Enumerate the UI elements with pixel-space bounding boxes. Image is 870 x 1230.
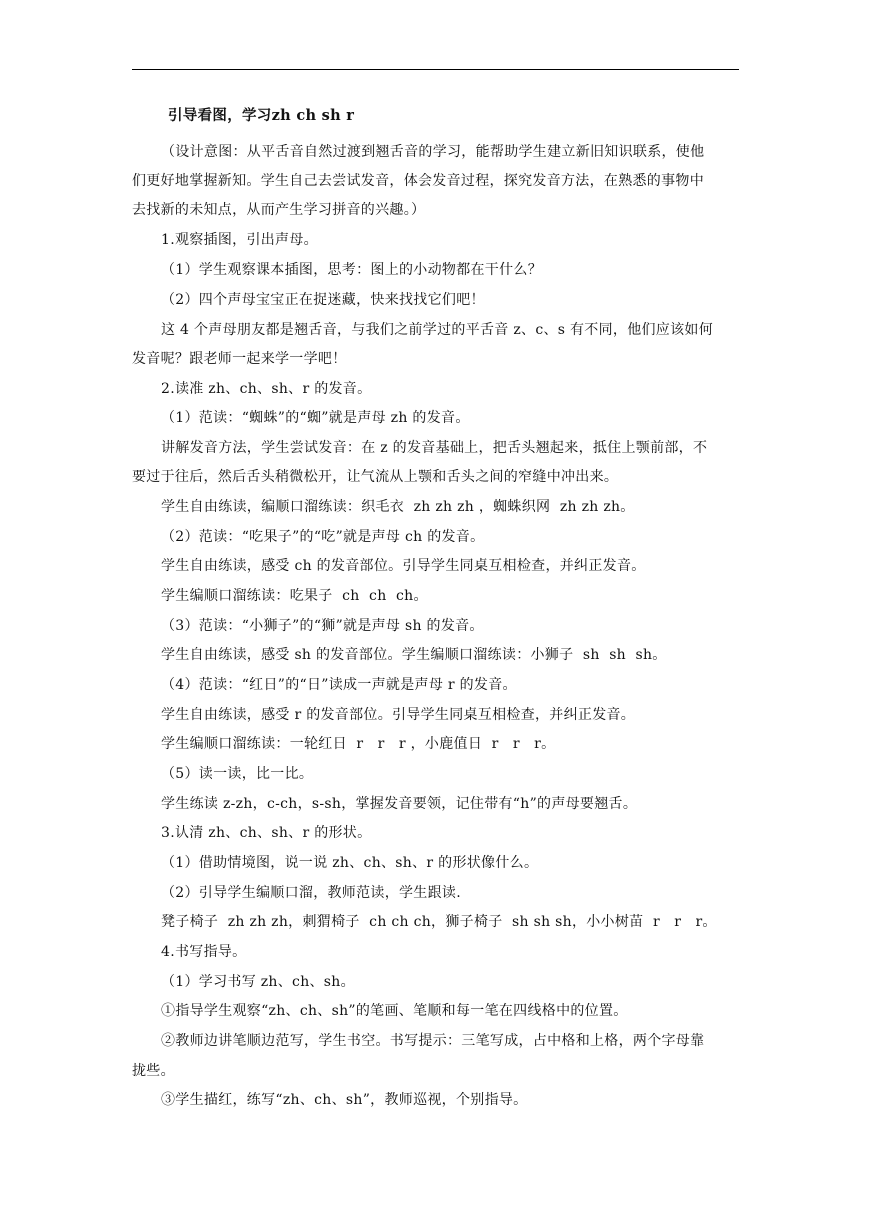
step-2-heading: 2.读准 zh、ch、sh、r 的发音。 [161, 381, 372, 397]
step-3-heading: 3.认清 zh、ch、sh、r 的形状。 [161, 825, 372, 841]
paragraph: （1）范读：“蜘蛛”的“蜘”就是声母 zh 的发音。 [161, 410, 470, 426]
paragraph: （3）范读：“小狮子”的“狮”就是声母 sh 的发音。 [161, 618, 484, 634]
paragraph: ③学生描红，练写“zh、ch、sh”，教师巡视，个别指导。 [161, 1092, 528, 1108]
paragraph: 学生自由练读，感受 ch 的发音部位。引导学生同桌互相检查，并纠正发音。 [161, 558, 646, 574]
paragraph: 凳子椅子 zh zh zh，刺猬椅子 ch ch ch，狮子椅子 sh sh sh，小小树苗 r r r。 [161, 914, 717, 930]
paragraph: 拢些。 [132, 1063, 175, 1079]
paragraph: （2）范读：“吃果子”的“吃”就是声母 ch 的发音。 [161, 529, 485, 545]
step-4-heading: 4.书写指导。 [161, 944, 247, 960]
paragraph: 这 4 个声母朋友都是翘舌音，与我们之前学过的平舌音 z、c、s 有不同，他们应该如何 [161, 322, 714, 338]
paragraph: 学生练读 z-zh，c-ch，s-sh，掌握发音要领，记住带有“h”的声母要翘舌。 [161, 796, 638, 812]
paragraph: 要过于往后，然后舌头稍微松开，让气流从上颚和舌头之间的窄缝中冲出来。 [132, 469, 619, 485]
paragraph: 学生自由练读，感受 r 的发音部位。引导学生同桌互相检查，并纠正发音。 [161, 707, 636, 723]
paragraph: （5）读一读，比一比。 [161, 766, 314, 782]
paragraph: 学生自由练读，编顺口溜练读：织毛衣 zh zh zh ，蜘蛛织网 zh zh zh。 [161, 499, 635, 515]
paragraph: （2）四个声母宝宝正在捉迷藏，快来找找它们吧！ [161, 292, 485, 308]
section-heading: 引导看图，学习zh ch sh r [168, 107, 355, 124]
header-rule [132, 69, 739, 70]
paragraph: ②教师边讲笔顺边范写，学生书空。书写提示：三笔写成，占中格和上格，两个字母靠 [161, 1033, 705, 1049]
paragraph: 讲解发音方法，学生尝试发音：在 z 的发音基础上，把舌头翘起来，抵住上颚前部，不 [161, 440, 708, 456]
paragraph: （4）范读：“红日”的“日”读成一声就是声母 r 的发音。 [161, 677, 517, 693]
paragraph: 发音呢？跟老师一起来学一学吧！ [132, 351, 347, 367]
paragraph: （2）引导学生编顺口溜，教师范读，学生跟读. [161, 885, 461, 901]
paragraph: （1）学生观察课本插图，思考：图上的小动物都在干什么？ [161, 262, 543, 278]
design-intent-line-2: 们更好地掌握新知。学生自己去尝试发音，体会发音过程，探究发音方法，在熟悉的事物中 [132, 173, 704, 189]
design-intent-line-3: 去找新的未知点，从而产生学习拼音的兴趣。） [132, 202, 426, 218]
paragraph: 学生自由练读，感受 sh 的发音部位。学生编顺口溜练读：小狮子 sh sh sh。 [161, 647, 667, 663]
design-intent-line-1: （设计意图：从平舌音自然过渡到翘舌音的学习，能帮助学生建立新旧知识联系，使他 [161, 144, 705, 160]
paragraph: 学生编顺口溜练读：吃果子 ch ch ch。 [161, 588, 428, 604]
paragraph: ①指导学生观察“zh、ch、sh”的笔画、笔顺和每一笔在四线格中的位置。 [161, 1003, 628, 1019]
paragraph: （1）借助情境图，说一说 zh、ch、sh、r 的形状像什么。 [161, 855, 539, 871]
step-1-heading: 1.观察插图，引出声母。 [161, 232, 318, 248]
paragraph: 学生编顺口溜练读：一轮红日 r r r ，小鹿值日 r r r。 [161, 736, 556, 752]
paragraph: （1）学习书写 zh、ch、sh。 [161, 974, 355, 990]
